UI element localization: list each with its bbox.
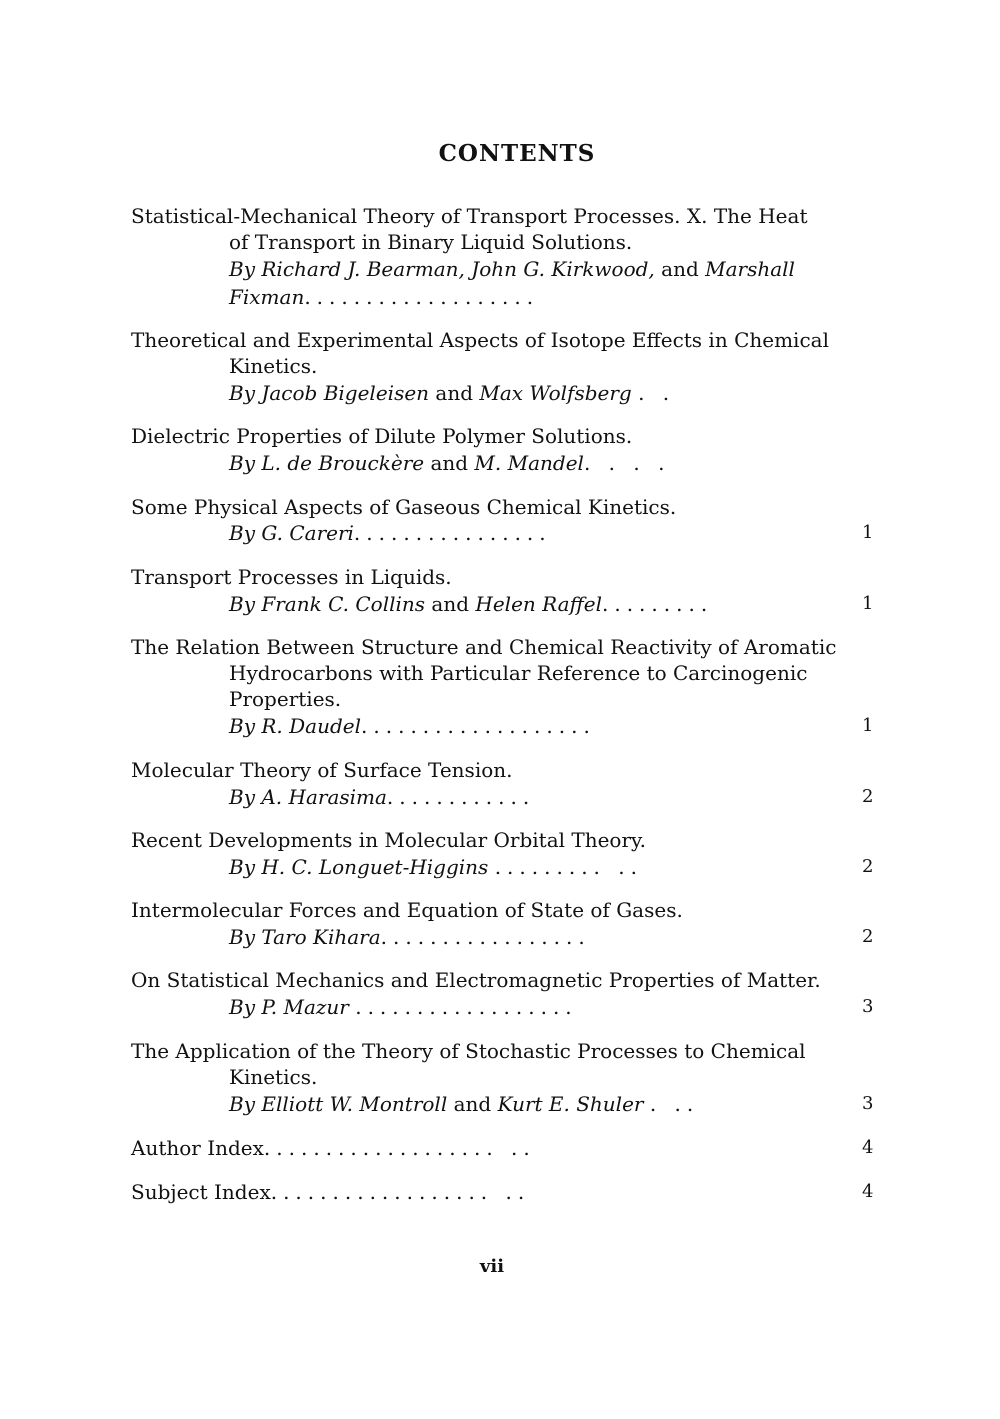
page-title: CONTENTS [438,140,596,167]
entry-authors: By Richard J. Bearman, John G. Kirkwood, and Marshall [229,257,795,281]
page-number: 1 [862,715,874,736]
entry-title-line: Intermolecular Forces and Equation of State of Gases. [131,898,683,922]
page-number: 3 [862,996,874,1017]
entry-authors: By Taro Kihara................. [229,925,591,949]
author-index-entry: Author Index................... .. [131,1136,536,1160]
entry-title-line: The Application of the Theory of Stochastic Processes to Chemical [131,1039,806,1063]
entry-title-line: Theoretical and Experimental Aspects of Isotope Effects in Chemical [131,328,829,352]
page-number: 2 [862,926,874,947]
page-number: 1 [862,593,874,614]
entry-authors: Fixman................... [229,285,540,309]
entry-authors: By H. C. Longuet-Higgins ......... .. [229,855,643,879]
subject-index-entry: Subject Index.................. .. [131,1180,531,1204]
entry-title-line: Hydrocarbons with Particular Reference to Carcinogenic [229,661,808,685]
page-number: 4 [862,1181,874,1202]
entry-authors: By Elliott W. Montroll and Kurt E. Shuler . .. [229,1092,700,1116]
entry-authors: By P. Mazur .................. [229,995,578,1019]
entry-authors: By G. Careri................ [229,521,552,545]
entry-title-line: Transport Processes in Liquids. [131,565,452,589]
entry-title-line: Dielectric Properties of Dilute Polymer Solutions. [131,424,633,448]
entry-title-line: Properties. [229,687,342,711]
page-folio: vii [479,1256,505,1277]
entry-authors: By A. Harasima............ [229,785,536,809]
page-number: 2 [862,856,874,877]
entry-title-line: Molecular Theory of Surface Tension. [131,758,513,782]
entry-title-line: The Relation Between Structure and Chemical Reactivity of Aromatic [131,635,837,659]
entry-authors: By Frank C. Collins and Helen Raffel......... [229,592,714,616]
page-number: 1 [862,522,874,543]
entry-title-line: Recent Developments in Molecular Orbital Theory. [131,828,647,852]
page-number: 4 [862,1137,874,1158]
page-number: 3 [862,1093,874,1114]
entry-title-line: On Statistical Mechanics and Electromagnetic Properties of Matter. [131,968,821,992]
entry-title-line: of Transport in Binary Liquid Solutions. [229,230,633,254]
entry-title-line: Kinetics. [229,354,318,378]
entry-authors: By L. de Brouckère and M. Mandel. . . . [229,451,671,475]
entry-authors: By Jacob Bigeleisen and Max Wolfsberg . . [229,381,676,405]
entry-title-line: Statistical-Mechanical Theory of Transport Processes. X. The Heat [131,204,808,228]
entry-title-line: Some Physical Aspects of Gaseous Chemical Kinetics. [131,495,677,519]
page-number: 2 [862,786,874,807]
entry-authors: By R. Daudel................... [229,714,596,738]
entry-title-line: Kinetics. [229,1065,318,1089]
